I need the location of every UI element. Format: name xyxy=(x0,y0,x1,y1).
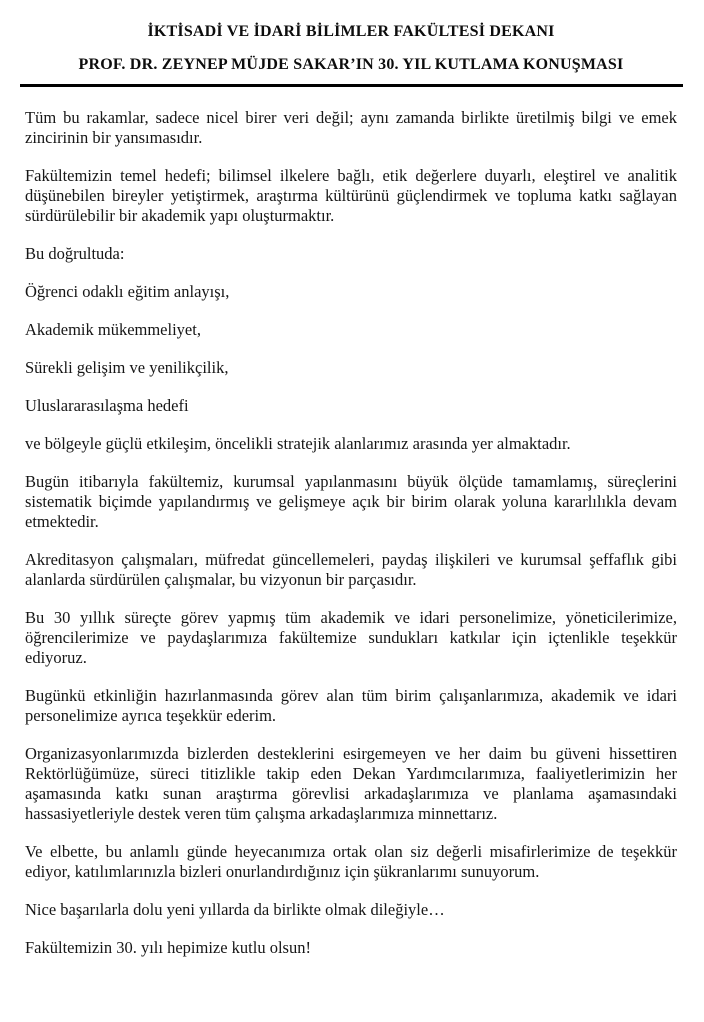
speech-body xyxy=(25,108,677,958)
paragraph-10: Akreditasyon çalışmaları, müfredat güncellemeleri, paydaş ilişkileri ve kurumsal şeffaflık gibi alanlarda sürdürülen çalışmalar, bu vizyonun bir parçasıdır. xyxy=(25,550,677,589)
paragraph-6: Sürekli gelişim ve yenilikçilik, xyxy=(25,358,229,377)
paragraph-4: Öğrenci odaklı eğitim anlayışı, xyxy=(25,282,230,301)
document-page xyxy=(0,22,704,1022)
paragraph-9: Bugün itibarıyla fakültemiz, kurumsal yapılanmasını büyük ölçüde tamamlamış, süreçlerini sistematik biçimde yapılandırmış ve gelişmeye açık bir birim olarak yoluna kararlılıkla devam etmektedir. xyxy=(25,472,677,531)
document-title-line-1: İKTİSADİ VE İDARİ BİLİMLER FAKÜLTESİ DEKANI xyxy=(147,23,555,40)
paragraph-12: Bugünkü etkinliğin hazırlanmasında görev alan tüm birim çalışanlarımıza, akademik ve idari personelimize ayrıca teşekkür ederim. xyxy=(25,686,677,725)
paragraph-7: Uluslararasılaşma hedefi xyxy=(25,396,189,415)
paragraph-11: Bu 30 yıllık süreçte görev yapmış tüm akademik ve idari personelimize, yöneticilerimize, öğrencilerimize ve paydaşlarımıza fakültemize sundukları katkılar için içtenlikle teşekkür ediyoruz. xyxy=(25,608,677,667)
paragraph-3: Bu doğrultuda: xyxy=(25,244,125,263)
paragraph-14: Ve elbette, bu anlamlı günde heyecanımıza ortak olan siz değerli misafirlerimize de teşekkür ediyor, katılımlarınızla bizleri onurlandırdığınız için şükranlarımı sunuyorum. xyxy=(25,842,677,881)
paragraph-8: ve bölgeyle güçlü etkileşim, öncelikli stratejik alanlarımız arasında yer almaktadır. xyxy=(25,434,571,453)
paragraph-1: Tüm bu rakamlar, sadece nicel birer veri değil; aynı zamanda birlikte üretilmiş bilgi ve emek zincirinin bir yansımasıdır. xyxy=(25,108,677,147)
paragraph-5: Akademik mükemmeliyet, xyxy=(25,320,201,339)
document-header xyxy=(25,22,677,87)
header-rule-divider xyxy=(20,84,683,87)
document-title-line-2: PROF. DR. ZEYNEP MÜJDE SAKAR’IN 30. YIL KUTLAMA KONUŞMASI xyxy=(78,56,624,73)
paragraph-15: Nice başarılarla dolu yeni yıllarda da birlikte olmak dileğiyle… xyxy=(25,900,445,919)
paragraph-2: Fakültemizin temel hedefi; bilimsel ilkelere bağlı, etik değerlere duyarlı, eleştirel ve analitik düşünebilen bireyler yetiştirmek, araştırma kültürünü güçlendirmek ve topluma katkı sağlayan sürdürülebilir bir akademik yapı oluşturmaktır. xyxy=(25,166,677,225)
paragraph-16: Fakültemizin 30. yılı hepimize kutlu olsun! xyxy=(25,938,311,957)
paragraph-13: Organizasyonlarımızda bizlerden desteklerini esirgemeyen ve her daim bu güveni hissettiren Rektörlüğümüze, süreci titizlikle takip eden Dekan Yardımcılarımıza, faaliyetlerimizin her aşamasında katkı sunan araştırma görevlisi arkadaşlarımıza ve planlama aşamasındaki hassasiyetleriyle destek veren tüm çalışma arkadaşlarımıza minnettarız. xyxy=(25,744,677,823)
